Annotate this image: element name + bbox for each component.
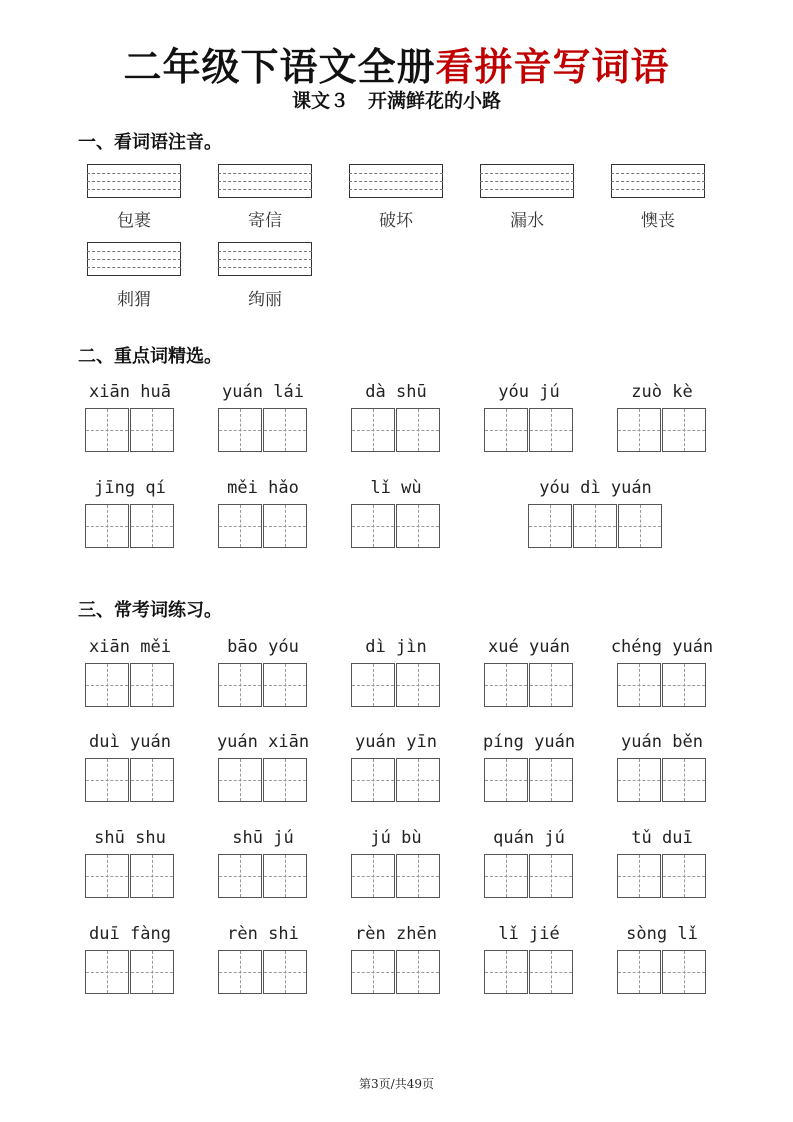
tianzi-cell[interactable] bbox=[617, 758, 661, 802]
tianzi-cell[interactable] bbox=[484, 950, 528, 994]
title-red-part: 看拼音写词语 bbox=[435, 45, 670, 89]
pinyin-label: duì yuán bbox=[89, 732, 171, 752]
pinyin-label: lǐ wù bbox=[370, 478, 422, 498]
tianzi-cell[interactable] bbox=[351, 504, 395, 548]
page-title bbox=[0, 36, 793, 91]
section1-heading: 一、看词语注音。 bbox=[78, 132, 222, 153]
tianzi-cell[interactable] bbox=[528, 504, 572, 548]
pinyin-label: shū jú bbox=[232, 828, 294, 848]
tianzi-cell[interactable] bbox=[529, 758, 573, 802]
tianzi-cell[interactable] bbox=[617, 408, 661, 452]
title-black-part: 二年级下语文全册 bbox=[123, 45, 436, 89]
pinyin-label: yuán běn bbox=[621, 732, 703, 752]
pinyin-label: quán jú bbox=[493, 828, 565, 848]
tianzi-cell[interactable] bbox=[218, 504, 262, 548]
tianzi-cell[interactable] bbox=[484, 854, 528, 898]
pinyin-label: měi hǎo bbox=[227, 478, 299, 498]
tianzi-cell[interactable] bbox=[484, 408, 528, 452]
tianzi-cell[interactable] bbox=[85, 408, 129, 452]
pinyin-label: jú bù bbox=[370, 828, 422, 848]
tianzi-cell[interactable] bbox=[263, 663, 307, 707]
tianzi-cell[interactable] bbox=[617, 950, 661, 994]
section2-heading: 二、重点词精选。 bbox=[78, 346, 222, 367]
tianzi-cell[interactable] bbox=[263, 408, 307, 452]
tianzi-cell[interactable] bbox=[529, 663, 573, 707]
tianzi-cell[interactable] bbox=[130, 950, 174, 994]
tianzi-cell[interactable] bbox=[85, 758, 129, 802]
pinyin-label: yuán xiān bbox=[216, 732, 310, 752]
tianzi-cell[interactable] bbox=[218, 854, 262, 898]
section3-heading: 三、常考词练习。 bbox=[78, 600, 222, 621]
pinyin-label: rèn zhēn bbox=[355, 924, 437, 944]
tianzi-cell[interactable] bbox=[85, 663, 129, 707]
tianzi-cell[interactable] bbox=[396, 663, 440, 707]
pinyin-label: yuán lái bbox=[222, 382, 304, 402]
pinyin-label: xiān měi bbox=[89, 637, 171, 657]
pinyin-answer-box[interactable] bbox=[349, 164, 443, 200]
tianzi-cell[interactable] bbox=[662, 408, 706, 452]
tianzi-cell[interactable] bbox=[396, 854, 440, 898]
tianzi-cell[interactable] bbox=[396, 950, 440, 994]
tianzi-cell[interactable] bbox=[396, 408, 440, 452]
tianzi-cell[interactable] bbox=[662, 663, 706, 707]
tianzi-cell[interactable] bbox=[617, 663, 661, 707]
tianzi-cell[interactable] bbox=[130, 663, 174, 707]
tianzi-cell[interactable] bbox=[263, 854, 307, 898]
tianzi-cell[interactable] bbox=[662, 854, 706, 898]
vocab-word: 包裹 bbox=[117, 211, 151, 231]
vocab-word: 懊丧 bbox=[641, 211, 675, 231]
pinyin-label: bāo yóu bbox=[227, 637, 299, 657]
tianzi-cell[interactable] bbox=[130, 758, 174, 802]
vocab-word: 破坏 bbox=[379, 211, 413, 231]
tianzi-cell[interactable] bbox=[85, 504, 129, 548]
pinyin-label: rèn shi bbox=[227, 924, 299, 944]
tianzi-cell[interactable] bbox=[396, 758, 440, 802]
tianzi-cell[interactable] bbox=[351, 758, 395, 802]
pinyin-answer-box[interactable] bbox=[218, 242, 312, 278]
pinyin-answer-box[interactable] bbox=[87, 242, 181, 278]
tianzi-cell[interactable] bbox=[618, 504, 662, 548]
pinyin-label: dà shū bbox=[365, 382, 427, 402]
tianzi-cell[interactable] bbox=[85, 854, 129, 898]
pinyin-label: lǐ jié bbox=[498, 924, 560, 944]
pinyin-answer-box[interactable] bbox=[611, 164, 705, 200]
pinyin-label: jīng qí bbox=[94, 478, 166, 498]
pinyin-label: chéng yuán bbox=[610, 637, 714, 657]
tianzi-cell[interactable] bbox=[529, 950, 573, 994]
pinyin-label: yóu dì yuán bbox=[539, 478, 652, 498]
tianzi-cell[interactable] bbox=[484, 663, 528, 707]
tianzi-cell[interactable] bbox=[351, 950, 395, 994]
pinyin-label: dì jìn bbox=[365, 637, 427, 657]
tianzi-cell[interactable] bbox=[263, 950, 307, 994]
tianzi-cell[interactable] bbox=[218, 663, 262, 707]
pinyin-label: duī fàng bbox=[89, 924, 171, 944]
pinyin-label: yuán yīn bbox=[355, 732, 437, 752]
tianzi-cell[interactable] bbox=[263, 758, 307, 802]
pinyin-label: píng yuán bbox=[482, 732, 576, 752]
pinyin-answer-box[interactable] bbox=[218, 164, 312, 200]
pinyin-label: sòng lǐ bbox=[626, 924, 698, 944]
pinyin-label: tǔ duī bbox=[631, 828, 693, 848]
pinyin-answer-box[interactable] bbox=[87, 164, 181, 200]
tianzi-cell[interactable] bbox=[218, 950, 262, 994]
tianzi-cell[interactable] bbox=[396, 504, 440, 548]
tianzi-cell[interactable] bbox=[130, 854, 174, 898]
pinyin-label: zuò kè bbox=[631, 382, 693, 402]
lesson-subtitle: 课文３ 开满鲜花的小路 bbox=[291, 90, 501, 112]
tianzi-cell[interactable] bbox=[351, 663, 395, 707]
tianzi-cell[interactable] bbox=[484, 758, 528, 802]
vocab-word: 寄信 bbox=[248, 211, 282, 231]
tianzi-cell[interactable] bbox=[263, 504, 307, 548]
tianzi-cell[interactable] bbox=[130, 504, 174, 548]
tianzi-cell[interactable] bbox=[218, 408, 262, 452]
pinyin-label: yóu jú bbox=[498, 382, 560, 402]
tianzi-cell[interactable] bbox=[573, 504, 617, 548]
vocab-word: 刺猬 bbox=[117, 290, 151, 310]
pinyin-label: xiān huā bbox=[89, 382, 171, 402]
tianzi-cell[interactable] bbox=[662, 758, 706, 802]
pinyin-label: xué yuán bbox=[488, 637, 570, 657]
tianzi-cell[interactable] bbox=[662, 950, 706, 994]
pinyin-label: shū shu bbox=[94, 828, 166, 848]
tianzi-cell[interactable] bbox=[351, 408, 395, 452]
tianzi-cell[interactable] bbox=[130, 408, 174, 452]
vocab-word: 绚丽 bbox=[248, 290, 282, 310]
tianzi-cell[interactable] bbox=[529, 408, 573, 452]
page-number: 第3页/共49页 bbox=[359, 1077, 434, 1091]
tianzi-cell[interactable] bbox=[617, 854, 661, 898]
tianzi-cell[interactable] bbox=[85, 950, 129, 994]
pinyin-answer-box[interactable] bbox=[480, 164, 574, 200]
vocab-word: 漏水 bbox=[510, 211, 544, 231]
tianzi-cell[interactable] bbox=[529, 854, 573, 898]
tianzi-cell[interactable] bbox=[351, 854, 395, 898]
tianzi-cell[interactable] bbox=[218, 758, 262, 802]
